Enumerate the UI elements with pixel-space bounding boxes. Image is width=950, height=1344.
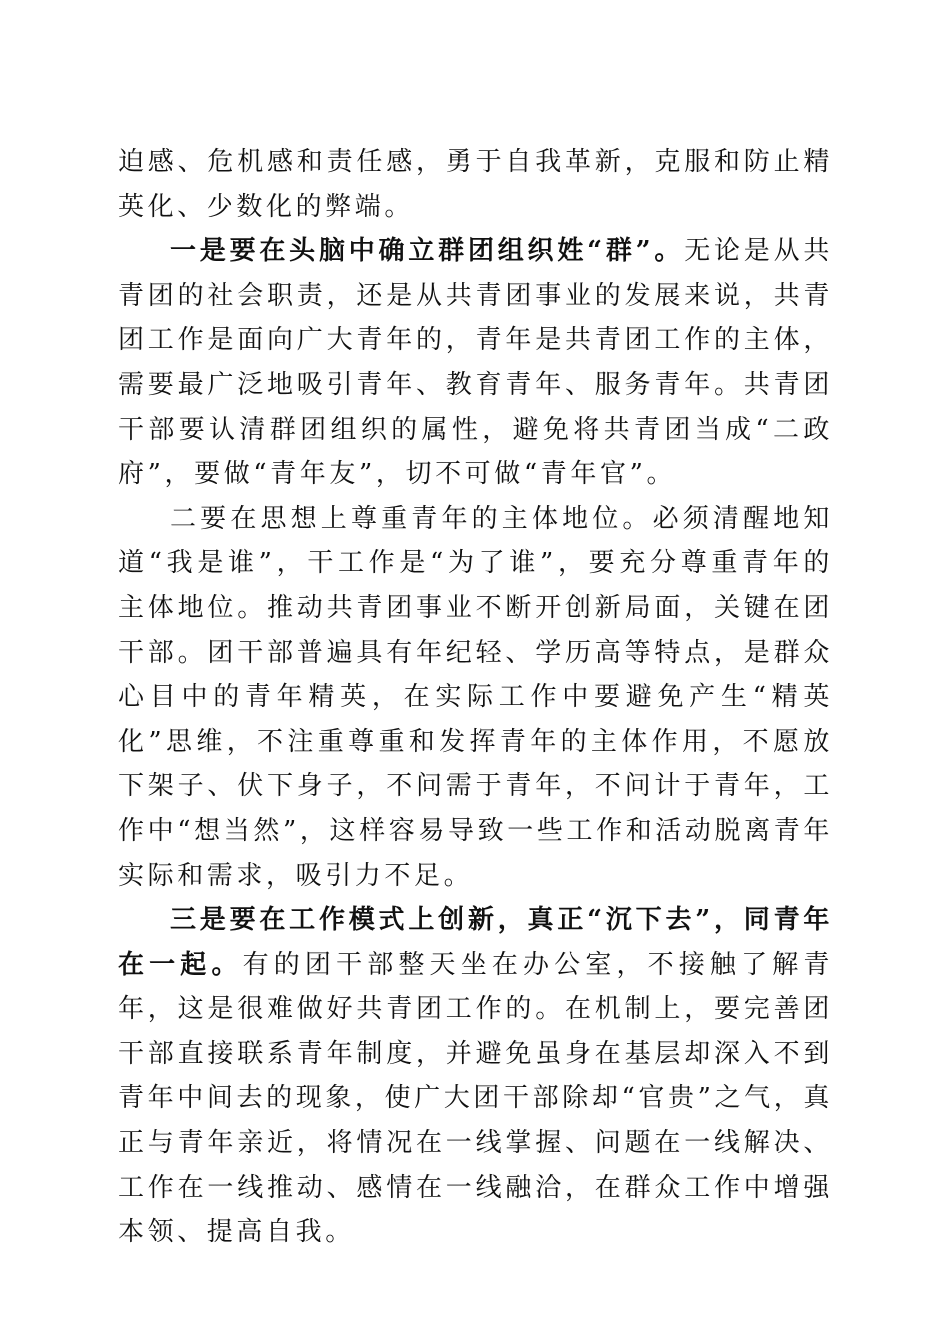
paragraph-text: 有的团干部整天坐在办公室，不接触了解青年，这是很难做好共青团工作的。在机制上，要完善团干部直接联系青年制度，并避免虽身在基层却深入不到青年中间去的现象，使广大团干部除却“官贵”之气，真正与青年亲近，将情况在一线掌握、问题在一线解决、工作在一线推动、感情在一线融洽，在群众工作中增强本领、提高自我。 <box>118 949 833 1248</box>
paragraph-lead: 一是要在头脑中确立群团组织姓“群”。 <box>170 236 685 267</box>
paragraph-continuation <box>118 140 833 229</box>
paragraph-text: 迫感、危机感和责任感，勇于自我革新，克服和防止精英化、少数化的弊端。 <box>118 147 833 222</box>
paragraph-text: 二要在思想上尊重青年的主体地位。必须清醒地知道“我是谁”，干工作是“为了谁”，要充分尊重青年的主体地位。推动共青团事业不断开创新局面，关键在团干部。团干部普遍具有年纪轻、学历高等特点，是群众心目中的青年精英，在实际工作中要避免产生“精英化”思维，不注重尊重和发挥青年的主体作用，不愿放下架子、伏下身子，不问需于青年，不问计于青年，工作中“想当然”，这样容易导致一些工作和活动脱离青年实际和需求，吸引力不足。 <box>118 503 833 891</box>
paragraph-point-one <box>118 229 833 497</box>
document-body <box>118 140 833 1255</box>
paragraph-lead: 三是要在工作模式上创新，真正“沉下去”，同青年在一起。 <box>118 905 833 980</box>
paragraph-text: 无论是从共青团的社会职责，还是从共青团事业的发展来说，共青团工作是面向广大青年的，青年是共青团工作的主体，需要最广泛地吸引青年、教育青年、服务青年。共青团干部要认清群团组织的属性，避免将共青团当成“二政府”，要做“青年友”，切不可做“青年官”。 <box>118 236 833 490</box>
paragraph-point-three <box>118 898 833 1255</box>
paragraph-point-two <box>118 497 833 898</box>
